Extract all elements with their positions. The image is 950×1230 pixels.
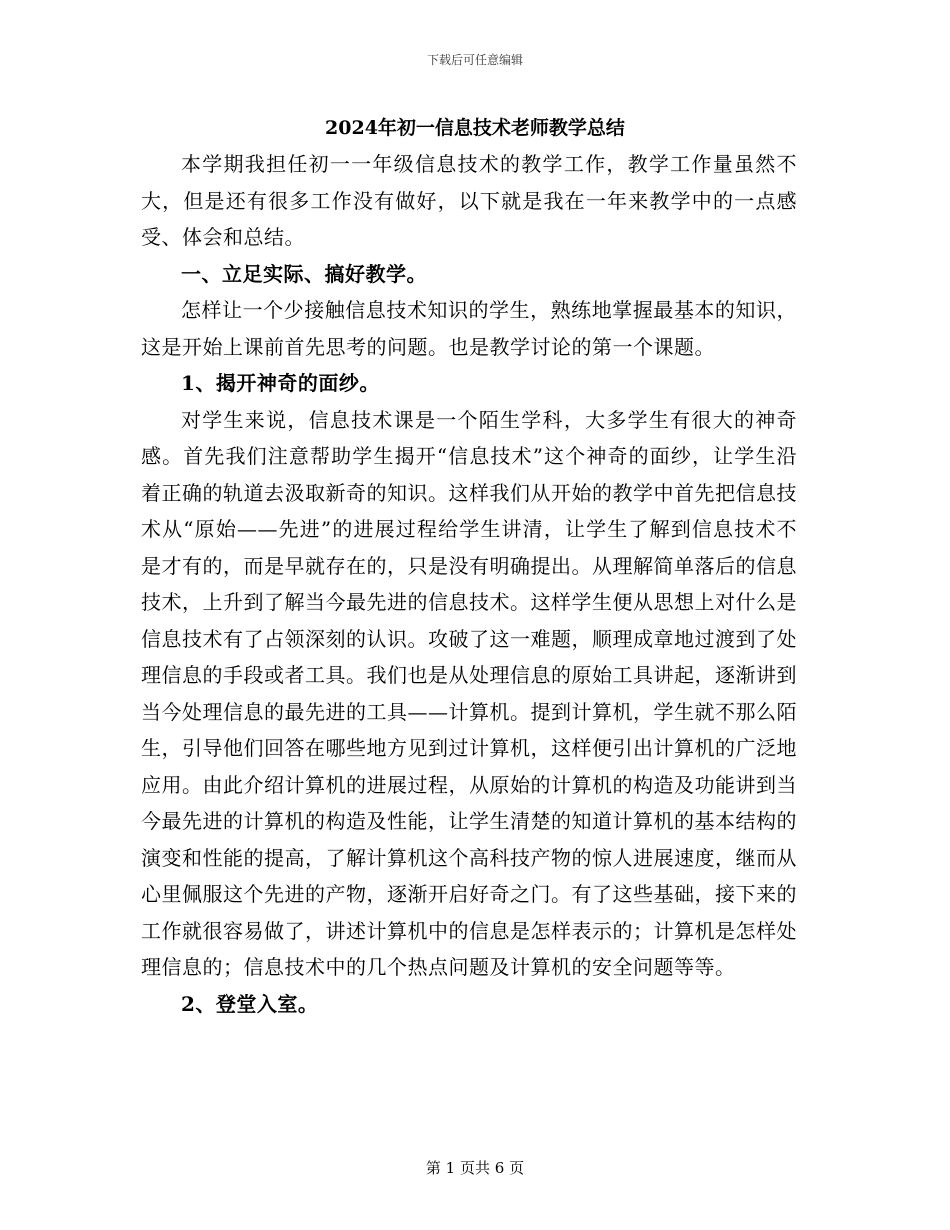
header-note: 下载后可任意编辑 (426, 53, 523, 67)
document-title: 2024年初一信息技术老师教学总结 (325, 117, 625, 139)
page-footer: 第 1 页共 6 页 (425, 1159, 525, 1177)
intro-paragraph: 本学期我担任初一一年级信息技术的教学工作，教学工作量虽然不大，但是还有很多工作没有做好，以下就是我在一年来教学中的一点感受、体会和总结。 (141, 152, 797, 249)
subsection-heading-1: 1、揭开神奇的面纱。 (181, 371, 380, 395)
section-1-paragraph: 怎样让一个少接触信息技术知识的学生，熟练地掌握最基本的知识，这是开始上课前首先思考的问题。也是教学讨论的第一个课题。 (141, 298, 797, 359)
section-heading-1: 一、立足实际、搞好教学。 (181, 261, 427, 286)
subsection-heading-2: 2、登堂入室。 (181, 991, 319, 1016)
subsection-1-paragraph: 对学生来说，信息技术课是一个陌生学科，大多学生有很大的神奇感。首先我们注意帮助学生揭开“信息技术”这个神奇的面纱，让学生沿着正确的轨道去汲取新奇的知识。这样我们从开始的教学中首先把信息技术从“原始——先进”的进展过程给学生讲清，让学生了解到信息技术不是才有的，而是早就存在的，只是没有明确提出。从理解简单落后的信息技术，上升到了解当今最先进的信息技术。这样学生便从思想上对什么是信息技术有了占领深刻的认识。攻破了这一难题，顺理成章地过渡到了处理信息的手段或者工具。我们也是从处理信息的原始工具讲起，逐渐讲到当今处理信息的最先进的工具——计算机。提到计算机，学生就不那么陌生，引导他们回答在哪些地方见到过计算机，这样便引出计算机的广泛地应用。由此介绍计算机的进展过程，从原始的计算机的构造及功能讲到当今最先进的计算机的构造及性能，让学生清楚的知道计算机的基本结构的演变和性能的提高，了解计算机这个高科技产物的惊人进展速度，继而从心里佩服这个先进的产物，逐渐开启好奇之门。有了这些基础，接下来的工作就很容易做了，讲述计算机中的信息是怎样表示的；计算机是怎样处理信息的；信息技术中的几个热点问题及计算机的安全问题等等。 (141, 407, 797, 979)
document-body (141, 146, 797, 1022)
